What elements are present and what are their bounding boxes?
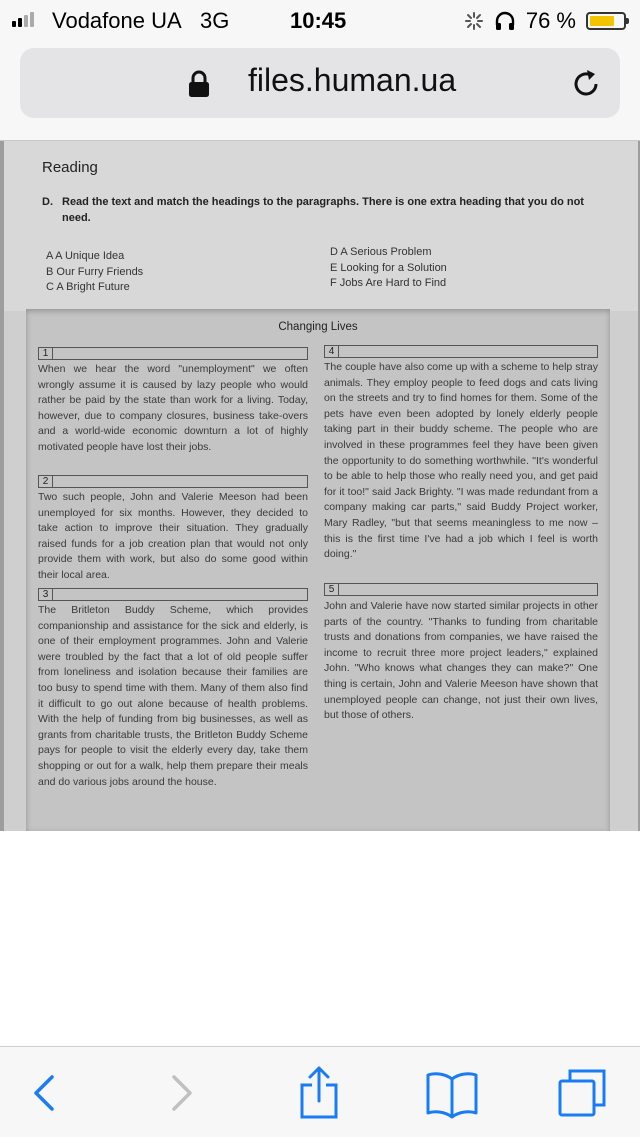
paragraph-2: Two such people, John and Valerie Meeson had been unemployed for six months. However, they decided to take action to improve their situation. They gradually raised funds for a job creation plan that would not only provide them with work, but also do some good within their local area. (38, 491, 308, 581)
loading-spinner-icon (464, 11, 484, 31)
address-bar[interactable] (20, 48, 620, 118)
share-icon[interactable] (296, 1065, 342, 1121)
url-text[interactable]: files.human.ua (248, 62, 457, 98)
tabs-icon[interactable] (556, 1065, 610, 1121)
heading-option: A A Unique Idea (46, 250, 125, 262)
heading-option: F Jobs Are Hard to Find (330, 277, 447, 289)
paragraph-1: When we hear the word "unemployment" we often wrongly assume it is caused by lazy people who would rather be paid by the state than work for a living. Today, however, due to company closures, business take-overs and a world-wide economic downturn a lot of highly motivated people have lost their jobs. (38, 363, 308, 453)
paragraph-4: The couple have also come up with a scheme to help stray animals. They employ people to feed dogs and cats living on the streets and try to find homes for them. Some of the pets have even been adopted by lonely elderly people taking part in their buddy scheme. The people who are involved in these programmes feel they have been given the opportunity to do something worthwhile. "It's wonderful to be able to help those who really need you, and get paid for it too!" said Jack Brighty. "I was made redundant from a company making car parts," said Buddy Project worker, Mary Radley, "but that seems meaningless to me now – this is the first time I've had a job which I feel is worth doing." (324, 361, 598, 561)
browser-chrome (0, 40, 640, 141)
scanned-worksheet (4, 141, 638, 831)
article-title: Changing Lives (278, 321, 358, 333)
carrier-label (52, 8, 229, 34)
headphones-icon (494, 11, 516, 31)
forward-arrow-icon[interactable] (166, 1065, 198, 1121)
carrier-name: Vodafone UA (52, 8, 182, 33)
paragraph-number-box: 2 (38, 475, 308, 488)
heading-option: B Our Furry Friends (46, 265, 144, 278)
back-arrow-icon[interactable] (28, 1065, 60, 1121)
paragraph-5: John and Valerie have now started similar projects in other parts of the country. "Thanks to funding from charitable trusts and donations from companies, we have raised the income to recruit three more project leaders," explained John. "Who knows what changes they can make?" One thing is certain, John and Valerie Meeson have shown that unemployed people can change, not just their own lives, but those of others. (324, 600, 598, 722)
browser-toolbar (0, 1046, 640, 1137)
signal-strength-icon (12, 12, 34, 27)
headings-right (330, 245, 447, 292)
network-type: 3G (200, 8, 230, 33)
page-content[interactable] (0, 141, 640, 831)
task-instructions: Read the text and match the headings to the paragraphs. There is one extra heading that you do not need. (62, 196, 584, 224)
headings-left (46, 249, 143, 296)
paragraph-number-box: 4 (324, 345, 598, 358)
heading-option: E Looking for a Solution (330, 261, 447, 274)
paragraph-3: The Britleton Buddy Scheme, which provides companionship and assistance for the sick and elderly, is one of their employment programmes. John and Valerie were troubled by the fact that a lot of old people suffer from loneliness and isolation because their families are too busy to spend time with them. Many of them also find it difficult to go out alone because of health problems. With the help of funding from big businesses, as well as grants from charitable trusts, the Britleton Buddy Scheme pays for people to visit the elderly every day, take them shopping or out for a walk, help them prepare their meals and do various jobs around the house. (38, 604, 308, 788)
lock-icon (188, 70, 210, 98)
task-letter: D. (42, 196, 53, 208)
heading-option: C A Bright Future (46, 281, 130, 293)
paragraph-number-box: 5 (324, 583, 598, 596)
bookmarks-icon[interactable] (424, 1065, 480, 1121)
heading-option: D A Serious Problem (330, 246, 432, 258)
paragraph-number-box: 3 (38, 588, 308, 601)
reload-icon[interactable] (570, 68, 602, 100)
status-right (464, 8, 626, 34)
status-bar (0, 0, 640, 40)
paragraph-number-box: 1 (38, 347, 308, 360)
battery-icon (586, 12, 626, 30)
article-panel (26, 309, 610, 831)
battery-percent: 76 % (525, 8, 576, 33)
clock: 10:45 (290, 8, 347, 33)
section-title: Reading (42, 159, 98, 176)
